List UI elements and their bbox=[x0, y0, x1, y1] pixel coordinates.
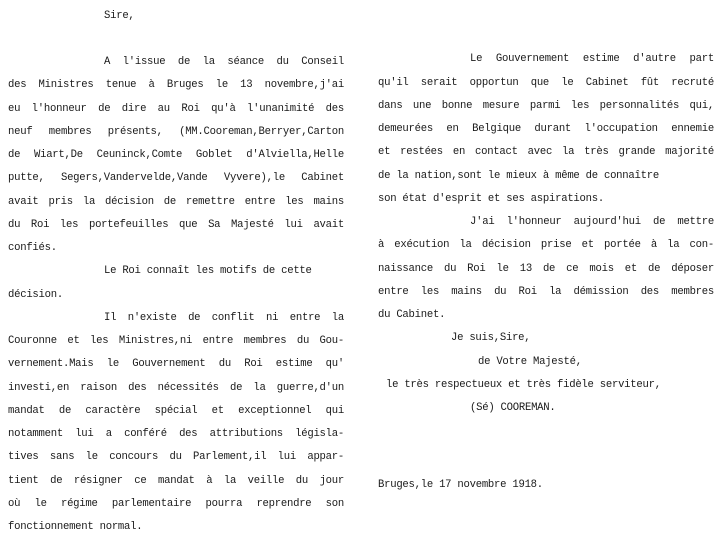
text-line: demeurées en Belgique durant l'occupation ennemie bbox=[378, 123, 714, 135]
text-line: son état d'esprit et ses aspirations. bbox=[378, 193, 604, 205]
text-line: et restées en contact avec la très grande majorité bbox=[378, 146, 714, 158]
text-line: neuf membres présents, (MM.Cooreman,Berryer,Carton bbox=[8, 126, 344, 138]
text-line: fonctionnement normal. bbox=[8, 521, 143, 533]
text-line: Le Roi connaît les motifs de cette bbox=[104, 265, 312, 277]
text-line: confiés. bbox=[8, 242, 57, 254]
text-line: mandat de caractère spécial et exceptionnel qui bbox=[8, 405, 344, 417]
text-line: dans une bonne mesure parmi les personnalités qui, bbox=[378, 100, 714, 112]
text-line: du Roi les portefeuilles que Sa Majesté lui avait bbox=[8, 219, 344, 231]
text-line: putte, Segers,Vandervelde,Vande Vyvere),le Cabinet bbox=[8, 172, 344, 184]
text-line: Le Gouvernement estime d'autre part bbox=[470, 53, 714, 65]
signature: (Sé) COOREMAN. bbox=[470, 402, 556, 414]
text-line: A l'issue de la séance du Conseil bbox=[104, 56, 344, 68]
text-line: naissance du Roi le 13 de ce mois et de déposer bbox=[378, 263, 714, 275]
text-line: Couronne et les Ministres,ni entre membres du Gou- bbox=[8, 335, 344, 347]
text-line: tives sans le concours du Parlement,il lui appar- bbox=[8, 451, 344, 463]
text-line: de la nation,sont le mieux à même de connaître bbox=[378, 170, 659, 182]
text-line: eu l'honneur de dire au Roi qu'à l'unanimité des bbox=[8, 103, 344, 115]
text-line: qu'il serait opportun que le Cabinet fût recruté bbox=[378, 77, 714, 89]
text-line: tient de résigner ce mandat à la veille du jour bbox=[8, 475, 344, 487]
text-line: Il n'existe de conflit ni entre la bbox=[104, 312, 344, 324]
salutation: Sire, bbox=[104, 10, 135, 22]
text-line: des Ministres tenue à Bruges le 13 novembre,j'ai bbox=[8, 79, 344, 91]
text-line: investi,en raison des nécessités de la guerre,d'un bbox=[8, 382, 344, 394]
text-line: décision. bbox=[8, 289, 63, 301]
text-line: de Wiart,De Ceuninck,Comte Goblet d'Alviella,Helle bbox=[8, 149, 344, 161]
date-line: Bruges,le 17 novembre 1918. bbox=[378, 479, 543, 491]
text-line: à exécution la décision prise et portée à la con- bbox=[378, 239, 714, 251]
closing-line: de Votre Majesté, bbox=[478, 356, 582, 368]
text-line: du Cabinet. bbox=[378, 309, 446, 321]
text-line: J'ai l'honneur aujourd'hui de mettre bbox=[470, 216, 714, 228]
text-line: vernement.Mais le Gouvernement du Roi estime qu' bbox=[8, 358, 344, 370]
closing-line: Je suis,Sire, bbox=[451, 332, 531, 344]
closing-line: le très respectueux et très fidèle serviteur, bbox=[386, 379, 661, 391]
text-line: notamment lui a conféré des attributions législa- bbox=[8, 428, 344, 440]
text-line: avait pris la décision de remettre entre les mains bbox=[8, 196, 344, 208]
text-line: où le régime parlementaire pourra reprendre son bbox=[8, 498, 344, 510]
text-line: entre les mains du Roi la démission des membres bbox=[378, 286, 714, 298]
